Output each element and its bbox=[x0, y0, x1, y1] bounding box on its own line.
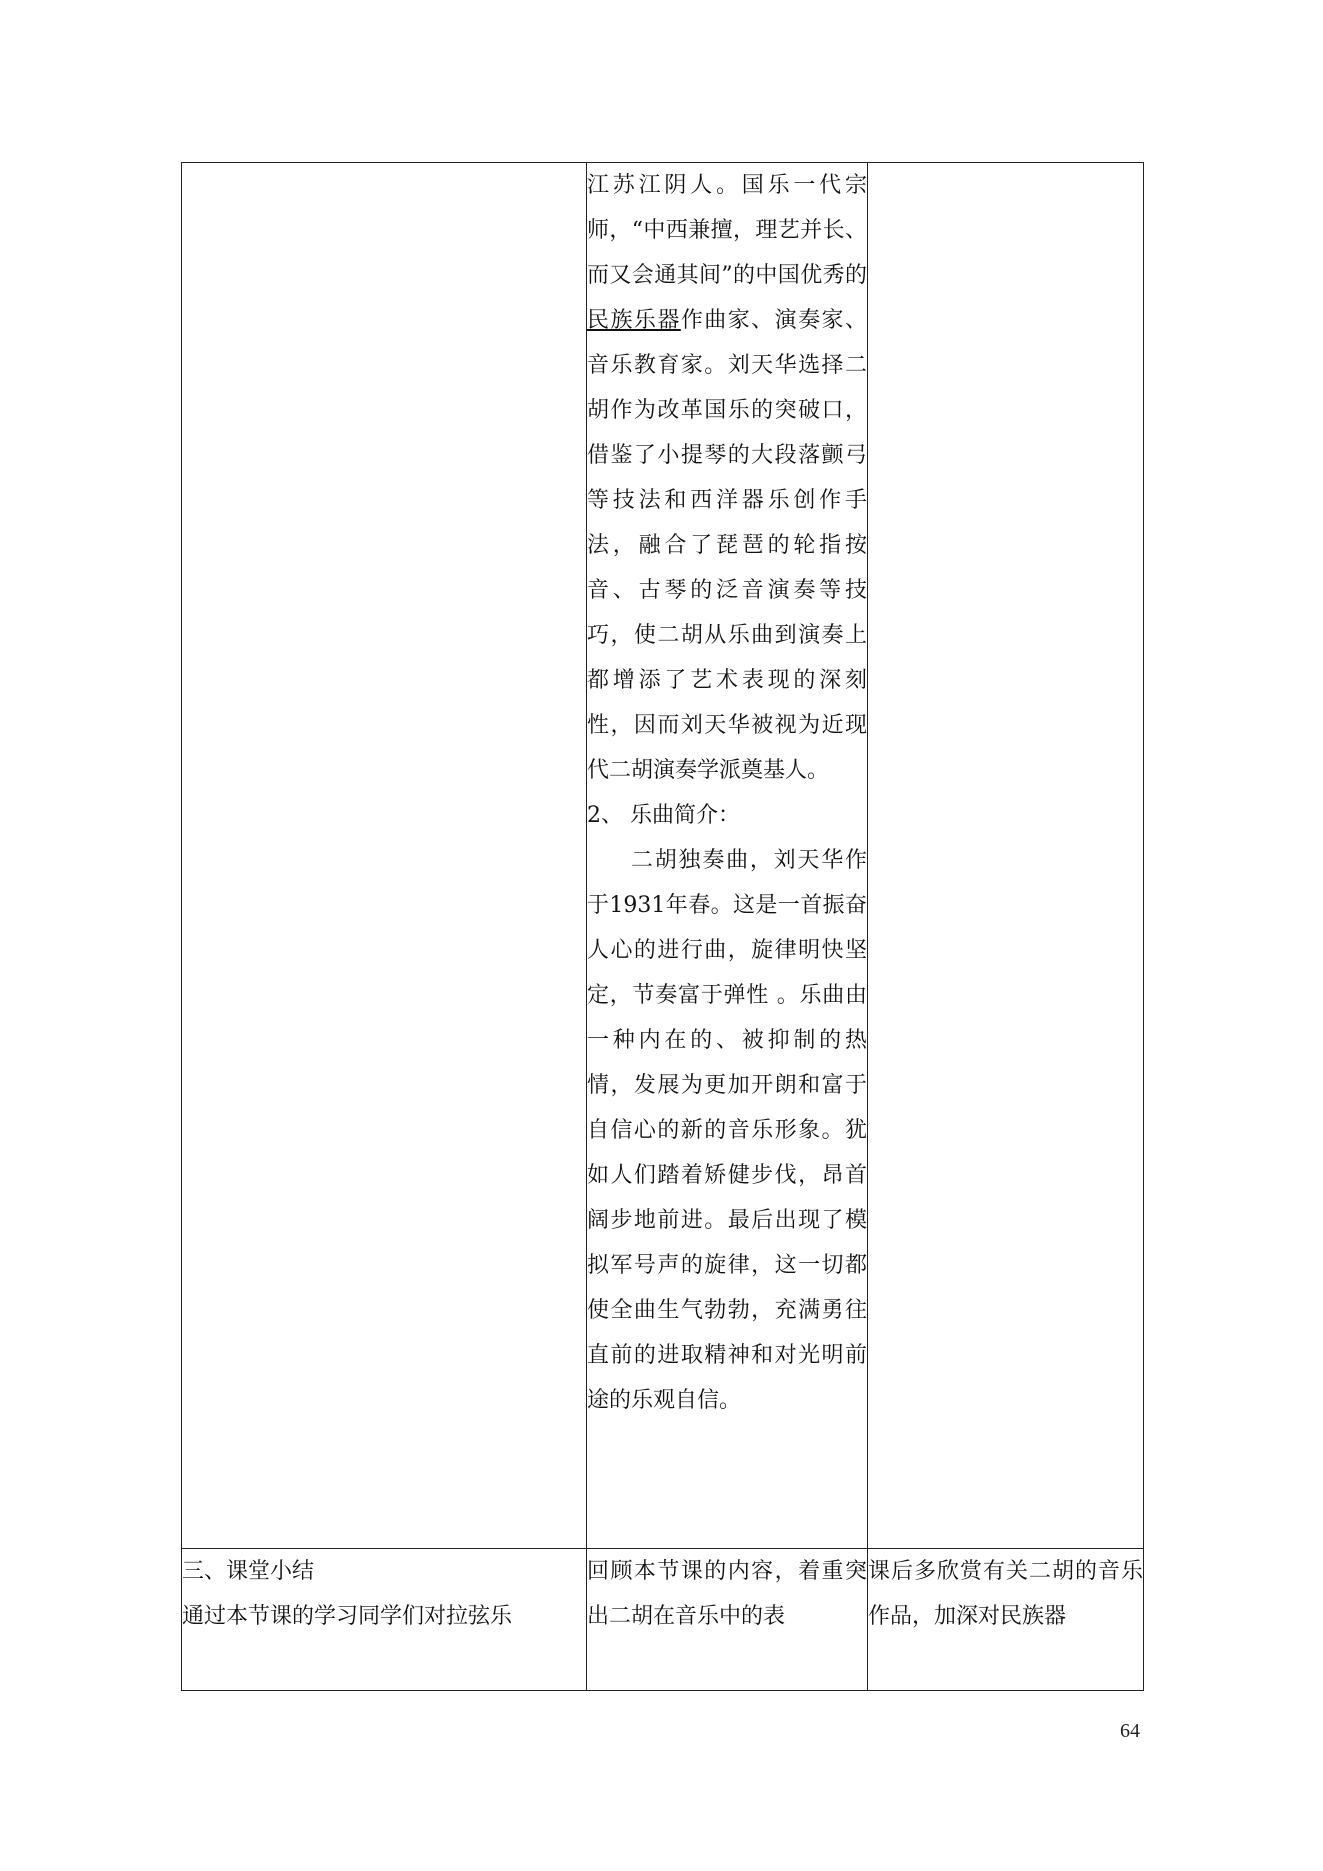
lesson-plan-table bbox=[181, 162, 1144, 1691]
row2-col3-cell bbox=[868, 1549, 1144, 1691]
row1-col3-cell bbox=[868, 163, 1144, 1549]
summary-text: 通过本节课的学习同学们对拉弦乐 bbox=[182, 1604, 513, 1629]
piece-intro: 二胡独奏曲，刘天华作于1931年春。这是一首振奋人心的进行曲，旋律明快坚定，节奏富于弹性 。乐曲由一种内在的、被抑制的热情，发展为更加开朗和富于自信心的新的音乐形象。犹如人们踏着矫健步伐，昂首阔步地前进。最后出现了模拟军号声的旋律，这一切都使全曲生气勃勃，充满勇往直前的进取精神和对光明前途的乐观自信。 bbox=[587, 848, 867, 1413]
row1-col1-cell bbox=[182, 163, 587, 1549]
summary-heading: 三、课堂小结 bbox=[182, 1559, 315, 1584]
page-number: 64 bbox=[1120, 1720, 1140, 1742]
instrument-link[interactable]: 民族乐器 bbox=[587, 308, 681, 333]
row2-col1-cell bbox=[182, 1549, 587, 1691]
section-heading: 2、 乐曲简介： bbox=[587, 803, 740, 828]
table-row bbox=[182, 163, 1144, 1549]
review-text: 回顾本节课的内容，着重突出二胡在音乐中的表 bbox=[587, 1559, 867, 1629]
composer-bio bbox=[587, 163, 867, 793]
bio-text-before: 江苏江阴人。国乐一代宗师，“中西兼擅，理艺并长、而又会通其间”的中国优秀的 bbox=[587, 173, 867, 288]
bio-text-after: 作曲家、演奏家、音乐教育家。刘天华选择二胡作为改革国乐的突破口，借鉴了小提琴的大段落颤弓等技法和西洋器乐创作手法，融合了琵琶的轮指按音、古琴的泛音演奏等技巧，使二胡从乐曲到演奏上都增添了艺术表现的深刻性，因而刘天华被视为近现代二胡演奏学派奠基人。 bbox=[587, 308, 867, 783]
row2-col2-cell bbox=[587, 1549, 868, 1691]
row1-col2-cell bbox=[587, 163, 868, 1549]
homework-text: 课后多欣赏有关二胡的音乐作品，加深对民族器 bbox=[868, 1559, 1143, 1629]
table-row bbox=[182, 1549, 1144, 1691]
